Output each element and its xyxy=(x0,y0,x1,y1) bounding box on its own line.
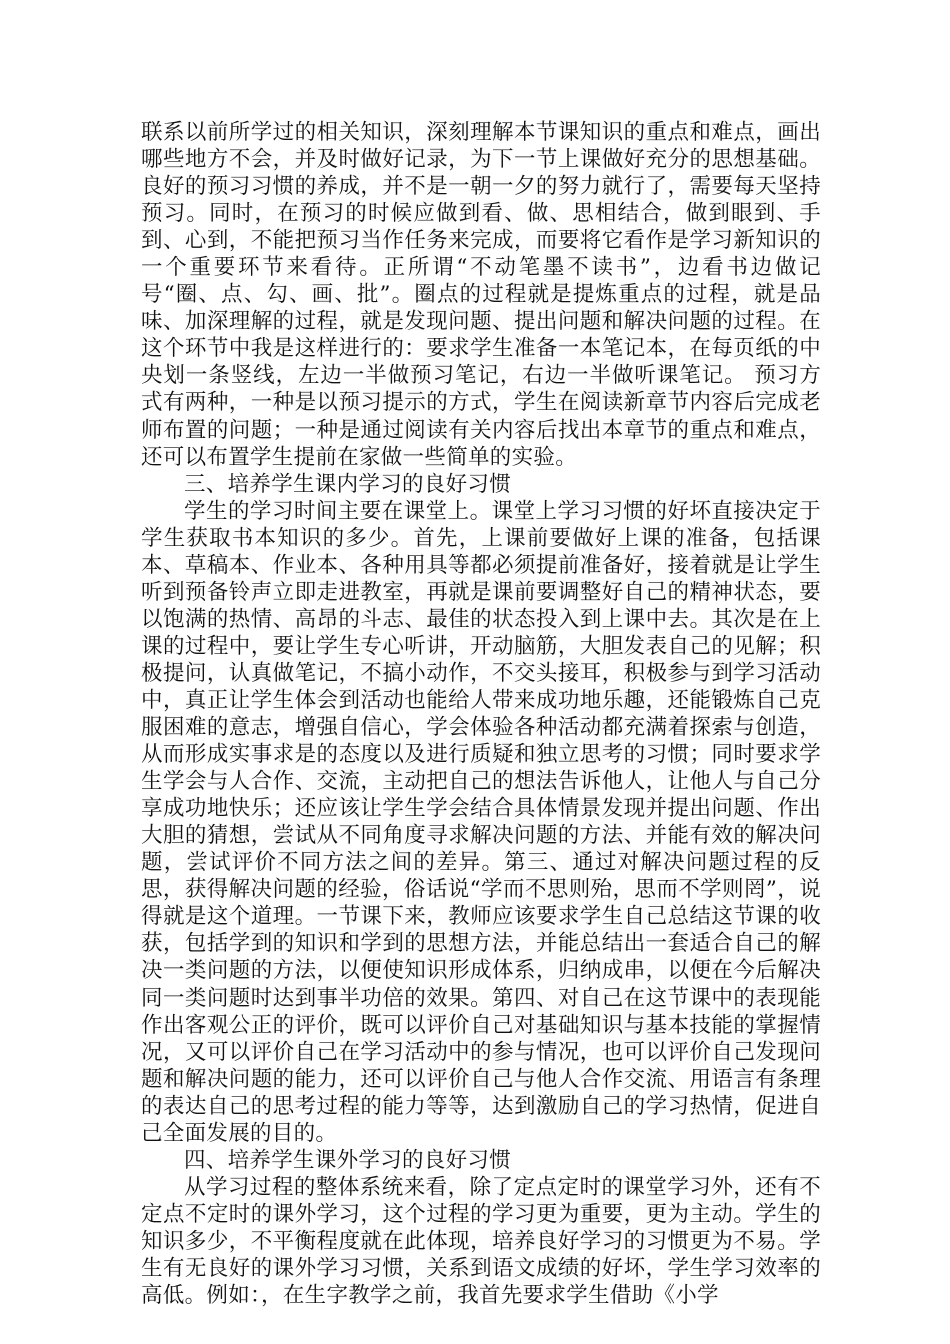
paragraph-continuation: 联系以前所学过的相关知识，深刻理解本节课知识的重点和难点，画出哪些地方不会，并及时做好记录，为下一节上课做好充分的思想基础。良好的预习习惯的养成，并不是一朝一夕的努力就行了，需要每天坚持预习。同时，在预习的时候应做到看、做、思相结合，做到眼到、手到、心到，不能把预习当作任务来完成，而要将它看作是学习新知识的一个重要环节来看待。正所谓“不动笔墨不读书”，边看书边做记号“圈、点、勾、画、批”。圈点的过程就是提炼重点的过程，就是品味、加深理解的过程，就是发现问题、提出问题和解决问题的过程。在这个环节中我是这样进行的：要求学生准备一本笔记本，在每页纸的中央划一条竖线，左边一半做预习笔记，右边一半做听课笔记。 预习方式有两种，一种是以预习提示的方式，学生在阅读新章节内容后完成老师布置的问题；一种是通过阅读有关内容后找出本章节的重点和难点，还可以布置学生提前在家做一些简单的实验。 xyxy=(141,120,821,470)
paragraph-classroom-habits: 学生的学习时间主要在课堂上。课堂上学习习惯的好坏直接决定于学生获取书本知识的多少。首先，上课前要做好上课的准备，包括课本、草稿本、作业本、各种用具等都必须提前准备好，接着就是让学生听到预备铃声立即走进教室，再就是课前要调整好自己的精神状态，要以饱满的热情、高昂的斗志、最佳的状态投入到上课中去。其次是在上课的过程中，要让学生专心听讲，开动脑筋，大胆发表自己的见解；积极提问，认真做笔记，不搞小动作，不交头接耳，积极参与到学习活动中，真正让学生体会到活动也能给人带来成功地乐趣，还能锻炼自己克服困难的意志，增强自信心，学会体验各种活动都充满着探索与创造，从而形成实事求是的态度以及进行质疑和独立思考的习惯；同时要求学生学会与人合作、交流，主动把自己的想法告诉他人，让他人与自己分享成功地快乐；还应该让学生学会结合具体情景发现并提出问题、作出大胆的猜想，尝试从不同角度寻求解决问题的方法、并能有效的解决问题，尝试评价不同方法之间的差异。第三、通过对解决问题过程的反思，获得解决问题的经验，俗话说“学而不思则殆，思而不学则罔”，说得就是这个道理。一节课下来，教师应该要求学生自己总结这节课的收获，包括学到的知识和学到的思想方法，并能总结出一套适合自己的解决一类问题的方法，以便使知识形成体系，归纳成串，以便在今后解决同一类问题时达到事半功倍的效果。第四、对自己在这节课中的表现能作出客观公正的评价，既可以评价自己对基础知识与基本技能的掌握情况，又可以评价自己在学习活动中的参与情况，也可以评价自己发现问题和解决问题的能力，还可以评价自己与他人合作交流、用语言有条理的表达自己的思考过程的能力等等，达到激励自己的学习热情，促进自己全面发展的目的。 xyxy=(141,498,821,1146)
section-heading-4: 四、培养学生课外学习的良好习惯 xyxy=(184,1147,512,1173)
paragraph-extracurricular-habits: 从学习过程的整体系统来看，除了定点定时的课堂学习外，还有不定点不定时的课外学习，这个过程的学习更为重要，更为主动。学生的知识多少，不平衡程度就在此体现，培养良好学习的习惯更为不易。学生有无良好的课外学习习惯，关系到语文成绩的好坏，学生学习效率的高低。例如：，在生字教学之前，我首先要求学生借助《小学 xyxy=(141,1174,821,1309)
section-heading-3: 三、培养学生课内学习的良好习惯 xyxy=(184,471,512,497)
document-body xyxy=(141,119,821,1309)
